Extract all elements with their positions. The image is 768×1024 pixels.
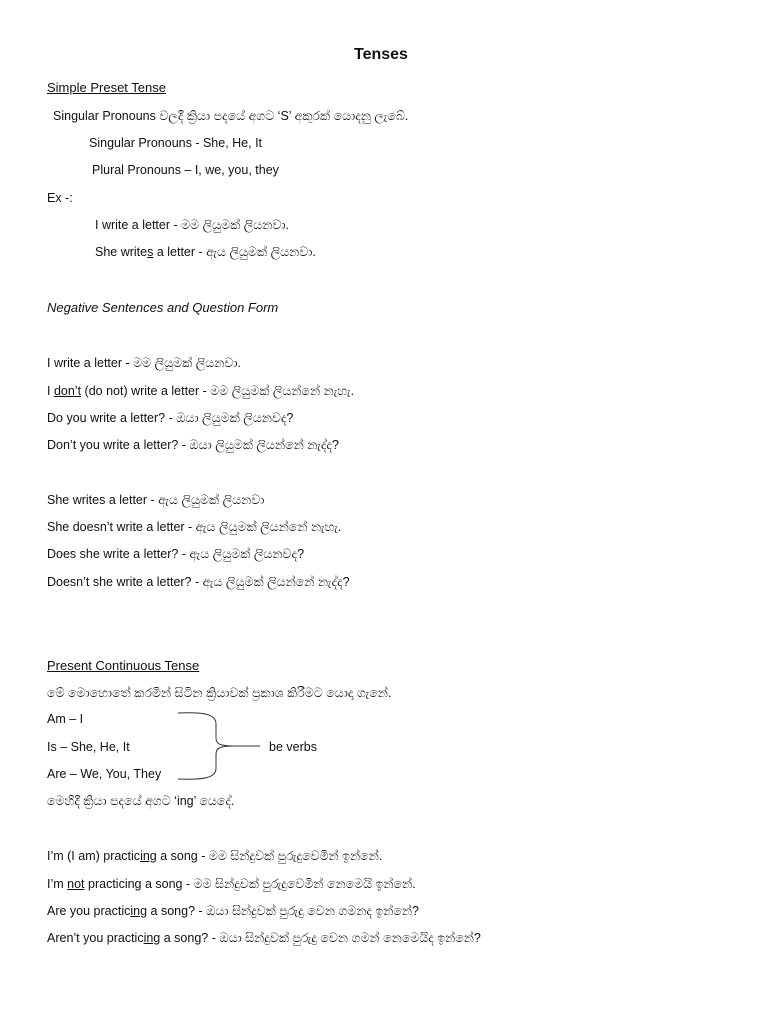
example-label: Ex -:	[47, 191, 73, 205]
section-heading-simple-present: Simple Preset Tense	[47, 80, 166, 95]
i-sentence-1: I write a letter - මම ලියුමක් ලියනවා.	[47, 356, 241, 370]
page-title: Tenses	[354, 46, 408, 63]
be-verbs-label: be verbs	[269, 740, 317, 754]
continuous-example-1: I’m (I am) practicing a song - මම සින්දුවක් පුරුදුවෙමින් ඉන්නේ.	[47, 849, 383, 863]
plural-pronouns: Plural Pronouns – I, we, you, they	[92, 163, 279, 177]
i-sentence-4: Don’t you write a letter? - ඔයා ලියුමක් ලියන්නේ නැද්ද?	[47, 438, 339, 452]
be-verb-is: Is – She, He, It	[47, 740, 130, 754]
example-2: She writes a letter - ඇය ලියුමක් ලියනවා.	[95, 245, 316, 259]
section-heading-negative: Negative Sentences and Question Form	[47, 300, 279, 315]
example-1: I write a letter - මම ලියුමක් ලියනවා.	[95, 218, 289, 232]
continuous-example-4: Aren’t you practicing a song? - ඔයා සින්දුවක් පුරුදු වෙන ගමන් නෙමෙයිද ඉන්නේ?	[47, 931, 481, 945]
she-sentence-3: Does she write a letter? - ඇය ලියුමක් ලියනවද?	[47, 547, 305, 561]
be-verb-am: Am – I	[47, 712, 84, 726]
curly-brace-icon	[176, 710, 268, 782]
rule-text: Singular Pronouns වලදී ක්‍රියා පදයේ අගට ‘S’ අකුරක් යොදනු ලැබේ.	[53, 109, 409, 123]
she-sentence-1: She writes a letter - ඇය ලියුමක් ලියනවා	[47, 493, 265, 507]
she-sentence-2: She doesn’t write a letter - ඇය ලියුමක් ලියන්නේ නැහැ.	[47, 520, 342, 534]
continuous-description: මේ මොහොතේ කරමින් සිටින ක්‍රියාවක් ප්‍රකාශ කිරීමට යොදා ගැනේ.	[47, 686, 392, 700]
section-heading-present-continuous: Present Continuous Tense	[47, 658, 200, 673]
continuous-example-3: Are you practicing a song? - ඔයා සින්දුවක් පුරුදු වෙන ගමනද ඉන්නේ?	[47, 904, 420, 918]
be-verb-are: Are – We, You, They	[47, 767, 162, 781]
continuous-example-2: I’m not practicing a song - මම සින්දුවක් පුරුදුවෙමින් නෙමෙයි ඉන්නේ.	[47, 877, 416, 891]
i-sentence-2: I don’t (do not) write a letter - මම ලියුමක් ලියන්නේ නැහැ.	[47, 384, 355, 398]
ing-rule: මෙහිදී ක්‍රියා පදයේ අගට ‘ing’ යෙදේ.	[47, 794, 235, 808]
i-sentence-3: Do you write a letter? - ඔයා ලියුමක් ලියනවද?	[47, 411, 294, 425]
she-sentence-4: Doesn’t she write a letter? - ඇය ලියුමක් ලියන්නේ නැද්ද?	[47, 575, 350, 589]
singular-pronouns: Singular Pronouns - She, He, It	[89, 136, 263, 150]
